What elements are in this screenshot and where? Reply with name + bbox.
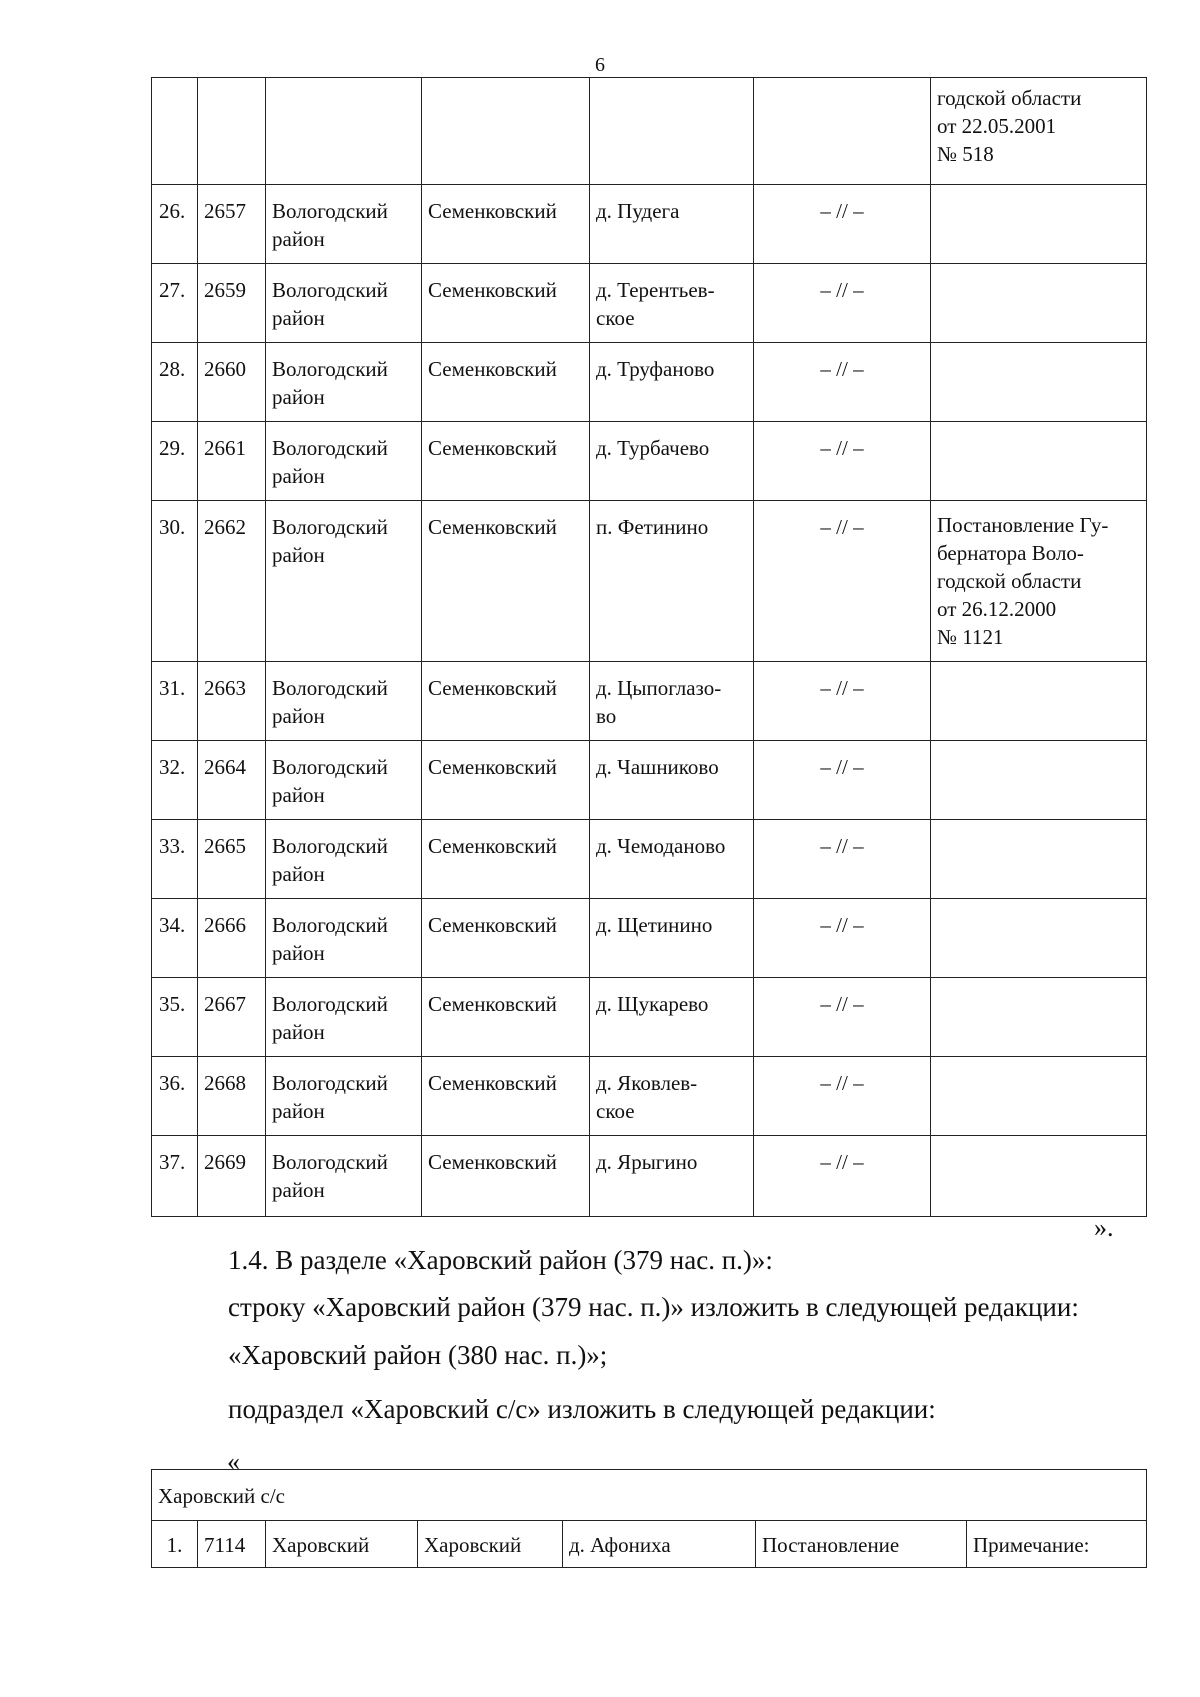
row-place: [590, 422, 754, 501]
row-place: [590, 264, 754, 343]
row-place-line: д. Щетинино: [596, 913, 713, 937]
row-council: Семенковский: [422, 820, 590, 899]
row-number: 31.: [152, 662, 198, 741]
row-district-line: Вологодский: [272, 1071, 388, 1095]
row-place: [590, 343, 754, 422]
table-row: [152, 185, 1147, 264]
row-place: [590, 501, 754, 662]
row-council: Семенковский: [422, 1136, 590, 1217]
row-code: 2664: [198, 741, 266, 820]
table-row: [152, 422, 1147, 501]
row-district: [266, 1136, 422, 1217]
row-district-line: Вологодский: [272, 1150, 388, 1174]
row-district-line: Вологодский: [272, 515, 388, 539]
row-district-line: район: [272, 941, 325, 965]
row-district-line: район: [272, 783, 325, 807]
row-number: 30.: [152, 501, 198, 662]
row-status: – // –: [754, 820, 931, 899]
row-place: д. Афониха: [563, 1521, 756, 1568]
row-note: [931, 662, 1147, 741]
new-line-text: «Харовский район (380 нас. п.)»;: [228, 1340, 608, 1370]
row-place: [590, 1057, 754, 1136]
row-status: – // –: [754, 899, 931, 978]
row-status: – // –: [754, 264, 931, 343]
row-district-line: район: [272, 1099, 325, 1123]
row-district-line: Вологодский: [272, 992, 388, 1016]
carryover-note: [931, 78, 1147, 185]
row-district-line: Вологодский: [272, 834, 388, 858]
row-district-line: район: [272, 704, 325, 728]
row-district: [266, 343, 422, 422]
table-row: [152, 1136, 1147, 1217]
replace-line-text: строку «Харовский район (379 нас. п.)» изложить в следующей редакции:: [228, 1292, 1079, 1322]
row-number: 28.: [152, 343, 198, 422]
row-code: 2667: [198, 978, 266, 1057]
row-district: [266, 501, 422, 662]
row-place-line: д. Щукарево: [596, 992, 709, 1016]
page-number: 6: [595, 54, 605, 76]
row-note: [931, 741, 1147, 820]
row-note: [931, 264, 1147, 343]
table-row: [152, 343, 1147, 422]
row-place-line: д. Яковлев-: [596, 1071, 698, 1095]
note-line: годской области: [937, 86, 1082, 110]
row-status: – // –: [754, 185, 931, 264]
row-district-line: район: [272, 543, 325, 567]
row-status: – // –: [754, 978, 931, 1057]
row-council: Семенковский: [422, 1057, 590, 1136]
row-district: [266, 820, 422, 899]
row-status: – // –: [754, 1057, 931, 1136]
row-council: Семенковский: [422, 501, 590, 662]
row-place: [590, 741, 754, 820]
row-district: Харовский: [266, 1521, 418, 1568]
row-status: – // –: [754, 662, 931, 741]
row-code: 2666: [198, 899, 266, 978]
row-council: Семенковский: [422, 185, 590, 264]
row-note: [931, 422, 1147, 501]
table-row: [152, 899, 1147, 978]
row-note: [931, 343, 1147, 422]
table-row: [152, 1057, 1147, 1136]
row-place-line: д. Труфаново: [596, 357, 715, 381]
row-place-line: д. Турбачево: [596, 436, 710, 460]
item-1-4-heading: 1.4. В разделе «Харовский район (379 нас. п.)»:: [228, 1245, 773, 1275]
row-district-line: Вологодский: [272, 357, 388, 381]
row-number: 35.: [152, 978, 198, 1057]
table-row: [152, 662, 1147, 741]
row-council: Семенковский: [422, 978, 590, 1057]
table-row: [152, 501, 1147, 662]
row-code: 2660: [198, 343, 266, 422]
row-status: Постановление: [756, 1521, 967, 1568]
row-district: [266, 422, 422, 501]
row-note-line: № 1121: [937, 625, 1004, 649]
row-place-line: п. Фетинино: [596, 515, 709, 539]
row-place-line: д. Чашниково: [596, 755, 719, 779]
row-place: [590, 899, 754, 978]
row-note: [931, 185, 1147, 264]
row-code: 2662: [198, 501, 266, 662]
row-place: [590, 978, 754, 1057]
closing-quote: ».: [1094, 1213, 1114, 1242]
row-code: 2659: [198, 264, 266, 343]
table-row: [152, 741, 1147, 820]
row-district-line: Вологодский: [272, 278, 388, 302]
row-number: 29.: [152, 422, 198, 501]
row-note: [931, 820, 1147, 899]
row-number: 36.: [152, 1057, 198, 1136]
table-row: [152, 264, 1147, 343]
row-code: 2668: [198, 1057, 266, 1136]
section-title: Харовский с/с: [152, 1470, 1147, 1521]
row-district-line: район: [272, 306, 325, 330]
row-note-line: бернатора Воло-: [937, 541, 1084, 565]
row-council: Семенковский: [422, 264, 590, 343]
table-row: [152, 820, 1147, 899]
row-district-line: район: [272, 385, 325, 409]
note-line: № 518: [937, 142, 994, 166]
settlements-table-body: [152, 78, 1147, 1217]
row-place-line: д. Пудега: [596, 199, 680, 223]
row-place-line: ское: [596, 1099, 635, 1123]
row-place-line: д. Ярыгино: [596, 1150, 698, 1174]
row-note-line: годской области: [937, 569, 1082, 593]
row-district: [266, 978, 422, 1057]
row-district-line: район: [272, 464, 325, 488]
row-place-line: ское: [596, 306, 635, 330]
row-number: 32.: [152, 741, 198, 820]
row-code: 2669: [198, 1136, 266, 1217]
row-place-line: д. Терентьев-: [596, 278, 715, 302]
row-district-line: Вологодский: [272, 436, 388, 460]
row-number: 34.: [152, 899, 198, 978]
row-code: 2663: [198, 662, 266, 741]
row-council: Семенковский: [422, 343, 590, 422]
row-note-line: Постановление Гу-: [937, 513, 1109, 537]
row-status: – // –: [754, 741, 931, 820]
row-council: Харовский: [418, 1521, 563, 1568]
row-district-line: Вологодский: [272, 199, 388, 223]
note-line: от 22.05.2001: [937, 114, 1057, 138]
row-number: 33.: [152, 820, 198, 899]
row-note: [931, 501, 1147, 662]
row-council: Семенковский: [422, 662, 590, 741]
settlements-table: [151, 77, 1147, 1217]
row-number: 37.: [152, 1136, 198, 1217]
row-note: [931, 899, 1147, 978]
row-place: [590, 1136, 754, 1217]
row-place-line: во: [596, 704, 617, 728]
section-title-row: [152, 1470, 1147, 1521]
table-row: [152, 1521, 1147, 1568]
carryover-row: [152, 78, 1147, 185]
row-place-line: д. Цыпоглазо-: [596, 676, 722, 700]
row-district: [266, 185, 422, 264]
row-district-line: Вологодский: [272, 755, 388, 779]
row-place: [590, 185, 754, 264]
row-district: [266, 899, 422, 978]
row-status: – // –: [754, 343, 931, 422]
row-council: Семенковский: [422, 899, 590, 978]
row-district-line: Вологодский: [272, 913, 388, 937]
row-district: [266, 1057, 422, 1136]
opening-quote: «: [227, 1447, 240, 1476]
row-note: [931, 1057, 1147, 1136]
row-district: [266, 662, 422, 741]
row-district: [266, 741, 422, 820]
row-place: [590, 820, 754, 899]
row-code: 2665: [198, 820, 266, 899]
row-council: Семенковский: [422, 422, 590, 501]
row-status: – // –: [754, 1136, 931, 1217]
row-code: 7114: [198, 1521, 266, 1568]
row-council: Семенковский: [422, 741, 590, 820]
row-note: [931, 978, 1147, 1057]
row-status: – // –: [754, 501, 931, 662]
row-district-line: район: [272, 1020, 325, 1044]
kharovsky-table: [151, 1469, 1147, 1568]
row-note: [931, 1136, 1147, 1217]
row-district-line: район: [272, 227, 325, 251]
row-place-line: д. Чемоданово: [596, 834, 726, 858]
subsection-text: подраздел «Харовский с/с» изложить в следующей редакции:: [228, 1394, 936, 1424]
row-district-line: Вологодский: [272, 676, 388, 700]
row-number: 27.: [152, 264, 198, 343]
row-code: 2661: [198, 422, 266, 501]
row-number: 26.: [152, 185, 198, 264]
table-row: [152, 978, 1147, 1057]
row-number: 1.: [152, 1521, 198, 1568]
row-place: [590, 662, 754, 741]
row-district-line: район: [272, 1178, 325, 1202]
row-note: Примечание:: [967, 1521, 1147, 1568]
row-status: – // –: [754, 422, 931, 501]
row-note-line: от 26.12.2000: [937, 597, 1057, 621]
row-district-line: район: [272, 862, 325, 886]
row-code: 2657: [198, 185, 266, 264]
row-district: [266, 264, 422, 343]
